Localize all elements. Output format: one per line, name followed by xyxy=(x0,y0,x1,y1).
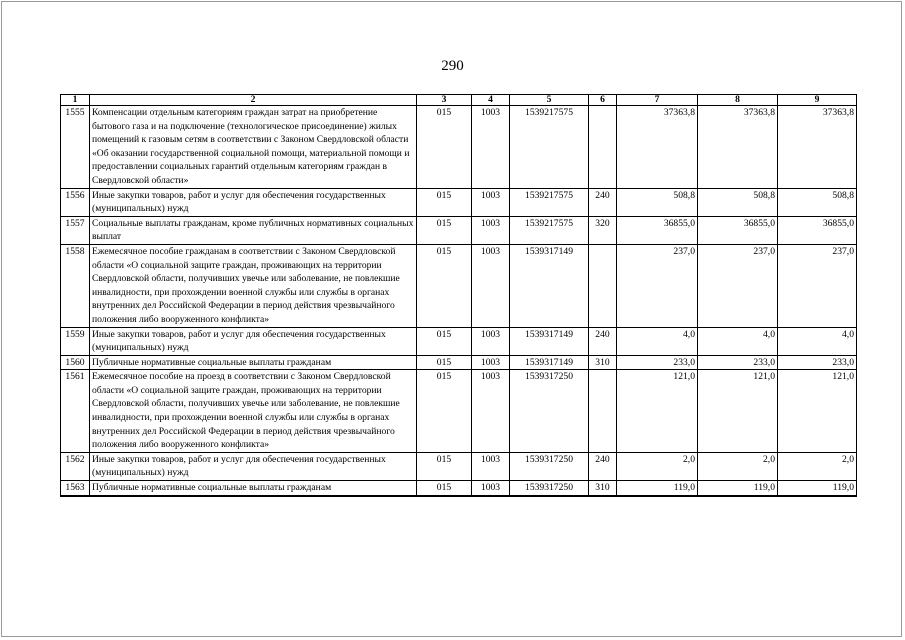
section-code: 1003 xyxy=(472,327,510,355)
amount-col-9: 4,0 xyxy=(778,327,857,355)
expense-type-code: 320 xyxy=(589,216,617,244)
amount-col-7: 2,0 xyxy=(617,452,698,480)
table-row xyxy=(61,244,857,327)
amount-col-7: 121,0 xyxy=(617,370,698,453)
amount-col-7: 508,8 xyxy=(617,188,698,216)
column-header: 4 xyxy=(472,95,510,106)
amount-col-7: 119,0 xyxy=(617,481,698,496)
row-number: 1561 xyxy=(61,370,90,453)
column-header: 5 xyxy=(510,95,589,106)
table-header-row xyxy=(61,95,857,106)
amount-col-9: 121,0 xyxy=(778,370,857,453)
amount-col-8: 36855,0 xyxy=(698,216,778,244)
column-header: 9 xyxy=(778,95,857,106)
row-description: Социальные выплаты гражданам, кроме публичных нормативных социальных выплат xyxy=(90,216,417,244)
section-code: 1003 xyxy=(472,452,510,480)
table-row xyxy=(61,355,857,370)
section-code: 1003 xyxy=(472,216,510,244)
target-article-code: 1539217575 xyxy=(510,188,589,216)
column-header: 6 xyxy=(589,95,617,106)
table-row xyxy=(61,327,857,355)
target-article-code: 1539217575 xyxy=(510,216,589,244)
target-article-code: 1539317250 xyxy=(510,481,589,496)
row-number: 1557 xyxy=(61,216,90,244)
target-article-code: 1539317250 xyxy=(510,452,589,480)
target-article-code: 1539217575 xyxy=(510,106,589,189)
expense-type-code: 240 xyxy=(589,327,617,355)
expense-type-code xyxy=(589,370,617,453)
amount-col-9: 237,0 xyxy=(778,244,857,327)
column-header: 1 xyxy=(61,95,90,106)
expense-type-code xyxy=(589,244,617,327)
row-number: 1562 xyxy=(61,452,90,480)
row-description: Иные закупки товаров, работ и услуг для обеспечения государственных (муниципальных) нужд xyxy=(90,188,417,216)
ministry-code: 015 xyxy=(417,452,472,480)
ministry-code: 015 xyxy=(417,481,472,496)
table-row xyxy=(61,452,857,480)
amount-col-8: 119,0 xyxy=(698,481,778,496)
section-code: 1003 xyxy=(472,188,510,216)
section-code: 1003 xyxy=(472,370,510,453)
ministry-code: 015 xyxy=(417,106,472,189)
table-row xyxy=(61,370,857,453)
amount-col-7: 37363,8 xyxy=(617,106,698,189)
column-header: 7 xyxy=(617,95,698,106)
amount-col-8: 2,0 xyxy=(698,452,778,480)
section-code: 1003 xyxy=(472,244,510,327)
amount-col-7: 36855,0 xyxy=(617,216,698,244)
row-description: Иные закупки товаров, работ и услуг для обеспечения государственных (муниципальных) нужд xyxy=(90,452,417,480)
amount-col-8: 233,0 xyxy=(698,355,778,370)
target-article-code: 1539317149 xyxy=(510,355,589,370)
row-number: 1555 xyxy=(61,106,90,189)
section-code: 1003 xyxy=(472,355,510,370)
row-number: 1559 xyxy=(61,327,90,355)
expense-type-code: 240 xyxy=(589,188,617,216)
amount-col-9: 36855,0 xyxy=(778,216,857,244)
table-row xyxy=(61,188,857,216)
expense-type-code xyxy=(589,106,617,189)
expense-type-code: 310 xyxy=(589,481,617,496)
row-description: Публичные нормативные социальные выплаты гражданам xyxy=(90,481,417,496)
expense-type-code: 310 xyxy=(589,355,617,370)
section-code: 1003 xyxy=(472,481,510,496)
ministry-code: 015 xyxy=(417,216,472,244)
row-description: Публичные нормативные социальные выплаты гражданам xyxy=(90,355,417,370)
ministry-code: 015 xyxy=(417,244,472,327)
amount-col-7: 233,0 xyxy=(617,355,698,370)
column-header: 8 xyxy=(698,95,778,106)
amount-col-8: 121,0 xyxy=(698,370,778,453)
amount-col-8: 237,0 xyxy=(698,244,778,327)
column-header: 2 xyxy=(90,95,417,106)
amount-col-9: 233,0 xyxy=(778,355,857,370)
row-number: 1560 xyxy=(61,355,90,370)
page-number: 290 xyxy=(441,58,464,74)
ministry-code: 015 xyxy=(417,355,472,370)
ministry-code: 015 xyxy=(417,370,472,453)
column-header: 3 xyxy=(417,95,472,106)
budget-table xyxy=(60,94,857,497)
table-row xyxy=(61,106,857,189)
row-description: Ежемесячное пособие гражданам в соответствии с Законом Свердловской области «О социальной защите граждан, проживающих на территории Свердловской области, получивших увечье или заболевание, не повлекшие инвалидности, при прохождении военной службы или службы в органах внутренних дел Российской Федерации в период действия чрезвычайного положения либо вооруженного конфликта» xyxy=(90,244,417,327)
row-number: 1556 xyxy=(61,188,90,216)
target-article-code: 1539317149 xyxy=(510,327,589,355)
amount-col-9: 37363,8 xyxy=(778,106,857,189)
table-row xyxy=(61,216,857,244)
row-description: Компенсации отдельным категориям граждан затрат на приобретение бытового газа и на подключение (технологическое присоединение) жилых помещений к газовым сетям в соответствии с Законом Свердловской области «Об оказании государственной социальной помощи, материальной помощи и предоставлении социальных гарантий отдельным категориям граждан в Свердловской области» xyxy=(90,106,417,189)
row-number: 1563 xyxy=(61,481,90,496)
amount-col-9: 119,0 xyxy=(778,481,857,496)
amount-col-8: 4,0 xyxy=(698,327,778,355)
amount-col-7: 237,0 xyxy=(617,244,698,327)
amount-col-9: 508,8 xyxy=(778,188,857,216)
target-article-code: 1539317149 xyxy=(510,244,589,327)
amount-col-8: 508,8 xyxy=(698,188,778,216)
amount-col-7: 4,0 xyxy=(617,327,698,355)
amount-col-8: 37363,8 xyxy=(698,106,778,189)
ministry-code: 015 xyxy=(417,188,472,216)
row-description: Ежемесячное пособие на проезд в соответствии с Законом Свердловской области «О социальной защите граждан, проживающих на территории Свердловской области, получивших увечье или заболевание, не повлекшие инвалидности, при прохождении военной службы или службы в органах внутренних дел Российской Федерации в период действия чрезвычайного положения либо вооруженного конфликта» xyxy=(90,370,417,453)
row-number: 1558 xyxy=(61,244,90,327)
amount-col-9: 2,0 xyxy=(778,452,857,480)
target-article-code: 1539317250 xyxy=(510,370,589,453)
table-row xyxy=(61,481,857,496)
expense-type-code: 240 xyxy=(589,452,617,480)
row-description: Иные закупки товаров, работ и услуг для обеспечения государственных (муниципальных) нужд xyxy=(90,327,417,355)
section-code: 1003 xyxy=(472,106,510,189)
ministry-code: 015 xyxy=(417,327,472,355)
